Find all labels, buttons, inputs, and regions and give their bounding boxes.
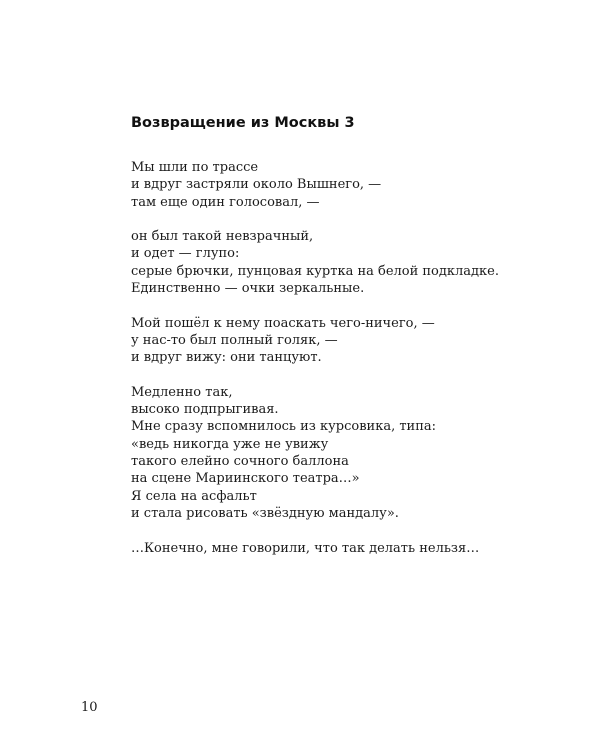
poem-line: высоко подпрыгивая. <box>131 402 279 418</box>
poem-line: Мне сразу вспомнилось из курсовика, типа: <box>131 419 436 435</box>
poem-body <box>131 159 571 557</box>
poem-line: и одет — глупо: <box>131 246 240 262</box>
poem-line: такого елейно сочного баллона <box>131 454 349 470</box>
poem-line: он был такой невзрачный, <box>131 229 314 245</box>
poem-line: серые брючки, пунцовая куртка на белой подкладке. <box>131 263 499 279</box>
stanza-1 <box>131 159 571 211</box>
poem-line: Мы шли по трассе <box>131 160 259 175</box>
page-number: 10 <box>81 700 98 715</box>
stanza-2 <box>131 228 571 297</box>
stanza-4 <box>131 384 571 522</box>
poem-line: Я села на асфальт <box>131 488 257 504</box>
stanza-5 <box>131 540 571 557</box>
poem-line: на сцене Мариинского театра…» <box>131 471 360 487</box>
poem-line: и стала рисовать «звёздную мандалу». <box>131 505 399 521</box>
stanza-3 <box>131 315 571 367</box>
poem-line: Единственно — очки зеркальные. <box>131 281 365 297</box>
poem-title: Возвращение из Москвы 3 <box>131 115 355 131</box>
poem-line: Мой пошёл к нему поаскать чего-ничего, — <box>131 315 435 331</box>
poem-line: Медленно так, <box>131 384 233 400</box>
poem-line: …Конечно, мне говорили, что так делать нельзя… <box>131 540 480 556</box>
poem-line: там еще один голосовал, — <box>131 194 320 210</box>
poem-line: и вдруг вижу: они танцуют. <box>131 350 322 366</box>
poem-line: и вдруг застряли около Вышнего, — <box>131 177 382 193</box>
poem-line: у нас-то был полный голяк, — <box>131 332 338 348</box>
poem-line: «ведь никогда уже не увижу <box>131 436 329 452</box>
